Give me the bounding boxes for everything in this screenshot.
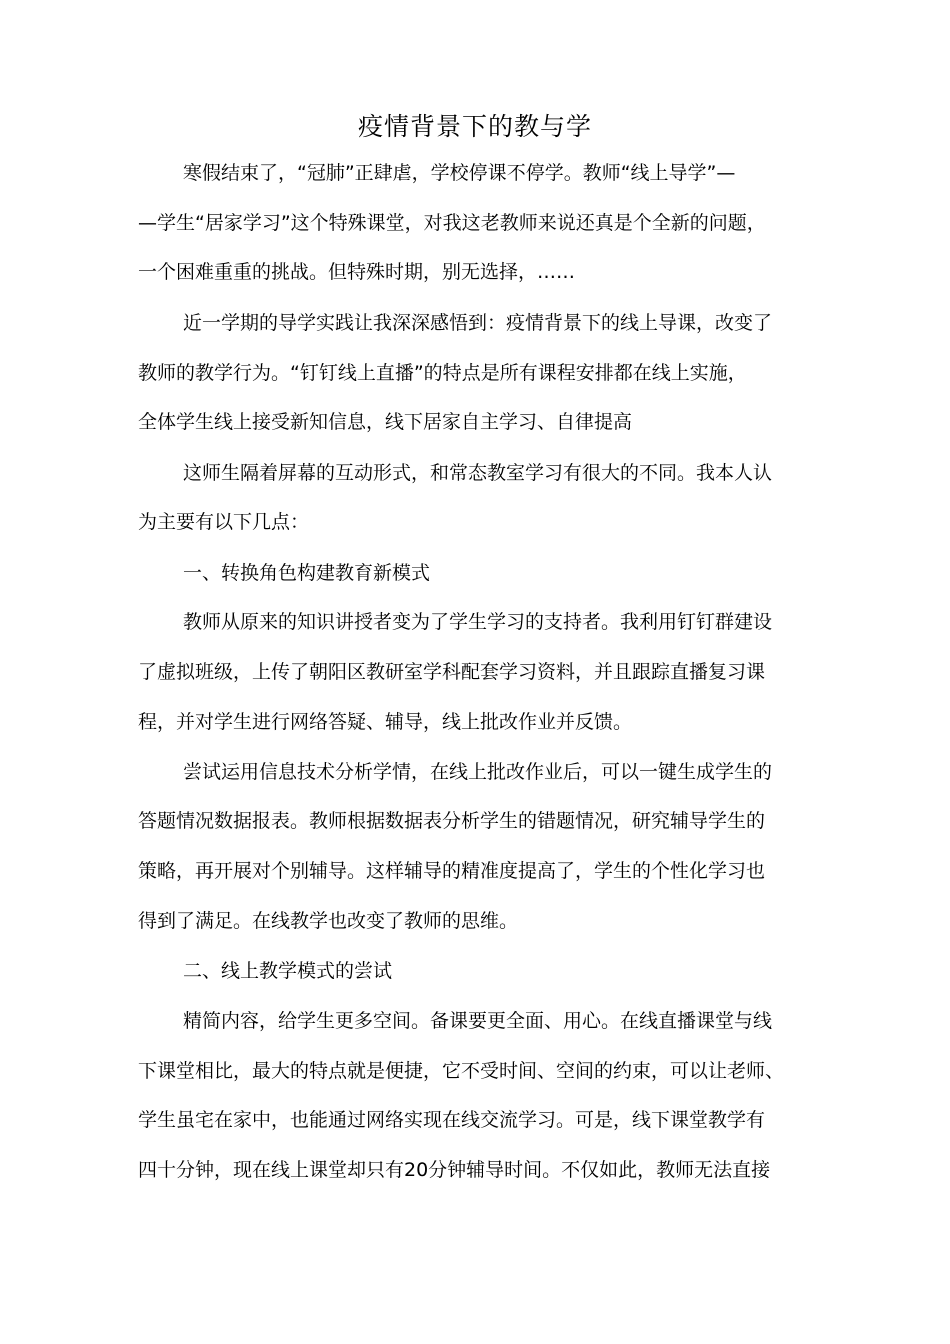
section-heading: 二、线上教学模式的尝试 — [183, 960, 393, 982]
paragraph-line: —学生“居家学习”这个特殊课堂，对我这老教师来说还真是个全新的问题， — [138, 212, 766, 234]
paragraph-line: 答题情况数据报表。教师根据数据表分析学生的错题情况，研究辅导学生的 — [138, 810, 766, 832]
section-heading: 一、转换角色构建教育新模式 — [183, 562, 431, 584]
paragraph-line: 近一学期的导学实践让我深深感悟到：疫情背景下的线上导课，改变了 — [183, 312, 773, 334]
paragraph-line: 一个困难重重的挑战。但特殊时期，别无选择，…… — [138, 261, 576, 283]
paragraph-line: 全体学生线上接受新知信息，线下居家自主学习、自律提高 — [138, 411, 633, 433]
paragraph-line: 策略，再开展对个别辅导。这样辅导的精准度提高了，学生的个性化学习也 — [138, 860, 766, 882]
paragraph-line: 了虚拟班级，上传了朝阳区教研室学科配套学习资料，并且跟踪直播复习课 — [138, 661, 766, 683]
paragraph-line: 教师从原来的知识讲授者变为了学生学习的支持者。我利用钉钉群建设 — [183, 611, 773, 633]
paragraph-line: 学生虽宅在家中，也能通过网络实现在线交流学习。可是，线下课堂教学有 — [138, 1109, 766, 1131]
paragraph-line: 下课堂相比，最大的特点就是便捷，它不受时间、空间的约束，可以让老师、 — [138, 1060, 785, 1082]
paragraph-line: 教师的教学行为。“钉钉线上直播”的特点是所有课程安排都在线上实施， — [138, 362, 747, 384]
paragraph-line: 寒假结束了，“冠肺”正肆虐，学校停课不停学。教师“线上导学”— — [183, 162, 736, 184]
paragraph-line: 为主要有以下几点： — [138, 511, 310, 533]
paragraph-line: 这师生隔着屏幕的互动形式，和常态教室学习有很大的不同。我本人认 — [183, 462, 773, 484]
paragraph-line: 得到了满足。在线教学也改变了教师的思维。 — [138, 910, 519, 932]
document-title: 疫情背景下的教与学 — [357, 112, 592, 141]
paragraph-line: 程，并对学生进行网络答疑、辅导，线上批改作业并反馈。 — [138, 711, 633, 733]
paragraph-line: 四十分钟，现在线上课堂却只有20分钟辅导时间。不仅如此，教师无法直接 — [138, 1159, 771, 1181]
paragraph-line: 精简内容，给学生更多空间。备课要更全面、用心。在线直播课堂与线 — [183, 1010, 773, 1032]
paragraph-line: 尝试运用信息技术分析学情，在线上批改作业后，可以一键生成学生的 — [183, 761, 773, 783]
